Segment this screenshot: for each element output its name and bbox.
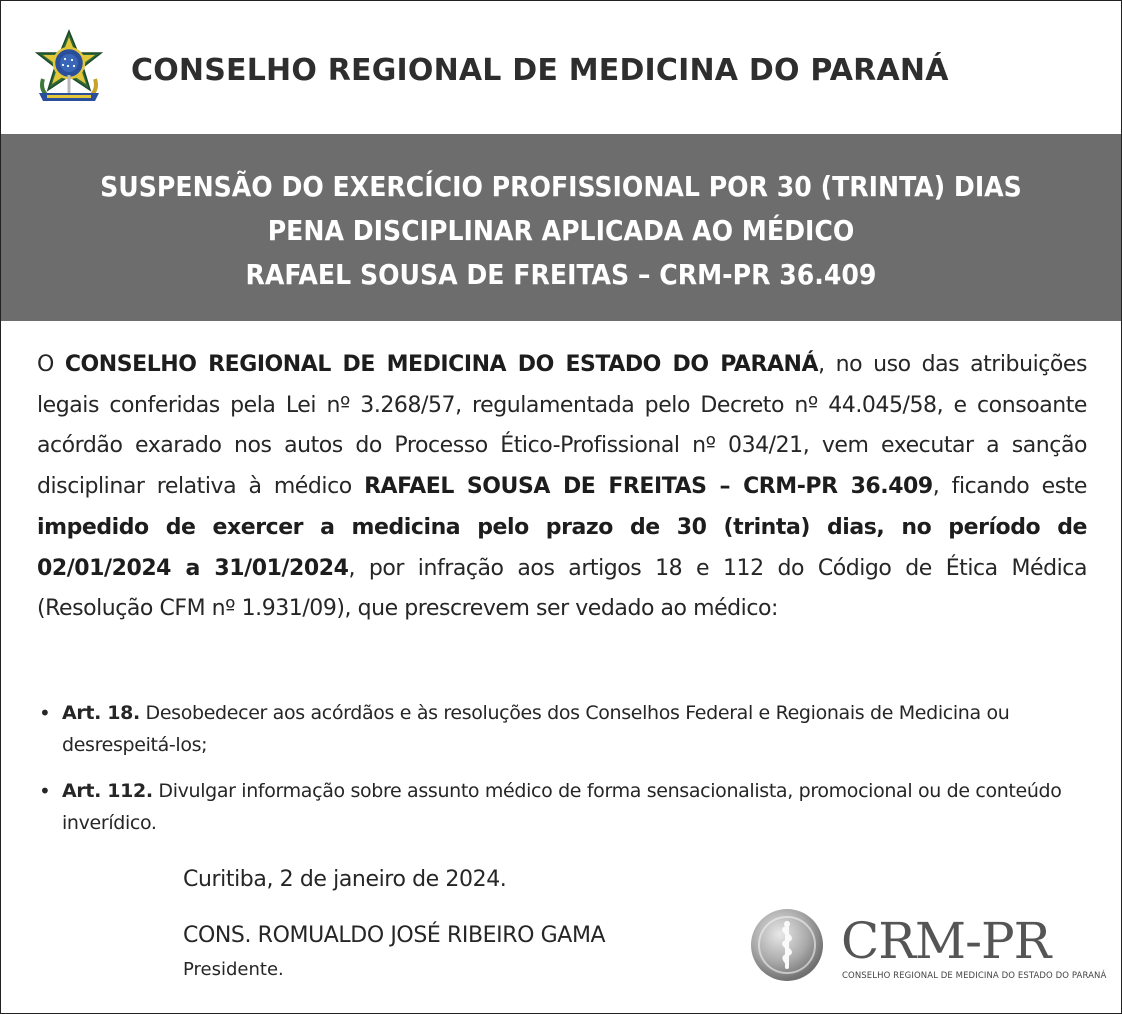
body-text-2: , ficando este	[932, 474, 1087, 500]
intro-prefix: O	[37, 352, 65, 377]
banner-line-3: RAFAEL SOUSA DE FREITAS – CRM-PR 36.409	[245, 258, 877, 291]
body-text-3: , por infração aos artigos 18 e 112 do Código de Ética Médica (Resolução CFM nº 1.931/09), que prescrevem ser vedado ao médico:	[37, 555, 1087, 622]
article-text: Divulgar informação sobre assunto médico de forma sensacionalista, promocional ou de conteúdo inverídico.	[62, 780, 1062, 834]
list-item	[37, 775, 1089, 839]
council-title: CONSELHO REGIONAL DE MEDICINA DO PARANÁ	[131, 53, 949, 88]
banner-line-2: PENA DISCIPLINAR APLICADA AO MÉDICO	[267, 214, 855, 247]
title-banner	[1, 134, 1121, 321]
notice-body	[37, 345, 1087, 630]
bullet-icon: •	[39, 701, 51, 725]
place-date: Curitiba, 2 de janeiro de 2024.	[183, 867, 507, 892]
crm-wordmark: CRM-PR	[841, 912, 1051, 970]
signatory-role: Presidente.	[183, 959, 284, 980]
body-text-1: , no uso das atribuições legais conferidas pela Lei nº 3.268/57, regulamentada pelo Decreto nº 44.045/58, e consoante acórdão exarado nos autos do Processo Ético-Profissional nº 034/21, vem executar a sanção disciplinar relativa à médico	[37, 352, 1087, 500]
article-label: Art. 18.	[62, 702, 140, 724]
brazil-coat-of-arms-icon	[33, 29, 105, 105]
banner-line-1: SUSPENSÃO DO EXERCÍCIO PROFISSIONAL POR 30 (TRINTA) DIAS	[100, 170, 1022, 203]
crm-pr-logo	[749, 907, 1107, 987]
articles-list	[37, 697, 1089, 853]
article-text: Desobedecer aos acórdãos e às resoluções dos Conselhos Federal e Regionais de Medicina ou desrespeitá-los;	[62, 702, 1010, 756]
signatory-name: CONS. ROMUALDO JOSÉ RIBEIRO GAMA	[183, 923, 606, 948]
caduceus-icon	[749, 907, 825, 983]
crm-subtitle: CONSELHO REGIONAL DE MEDICINA DO ESTADO DO PARANÁ	[842, 971, 1107, 981]
doctor-name: RAFAEL SOUSA DE FREITAS – CRM-PR 36.409	[364, 474, 933, 500]
penalty-text: impedido de exercer a medicina pelo prazo de 30 (trinta) dias, no período de 02/01/2024 a 31/01/2024	[37, 514, 1087, 581]
notice-header	[1, 1, 1121, 133]
list-item	[37, 697, 1089, 761]
article-label: Art. 112.	[62, 780, 153, 802]
council-name: CONSELHO REGIONAL DE MEDICINA DO ESTADO DO PARANÁ	[64, 352, 819, 377]
bullet-icon: •	[39, 779, 51, 803]
